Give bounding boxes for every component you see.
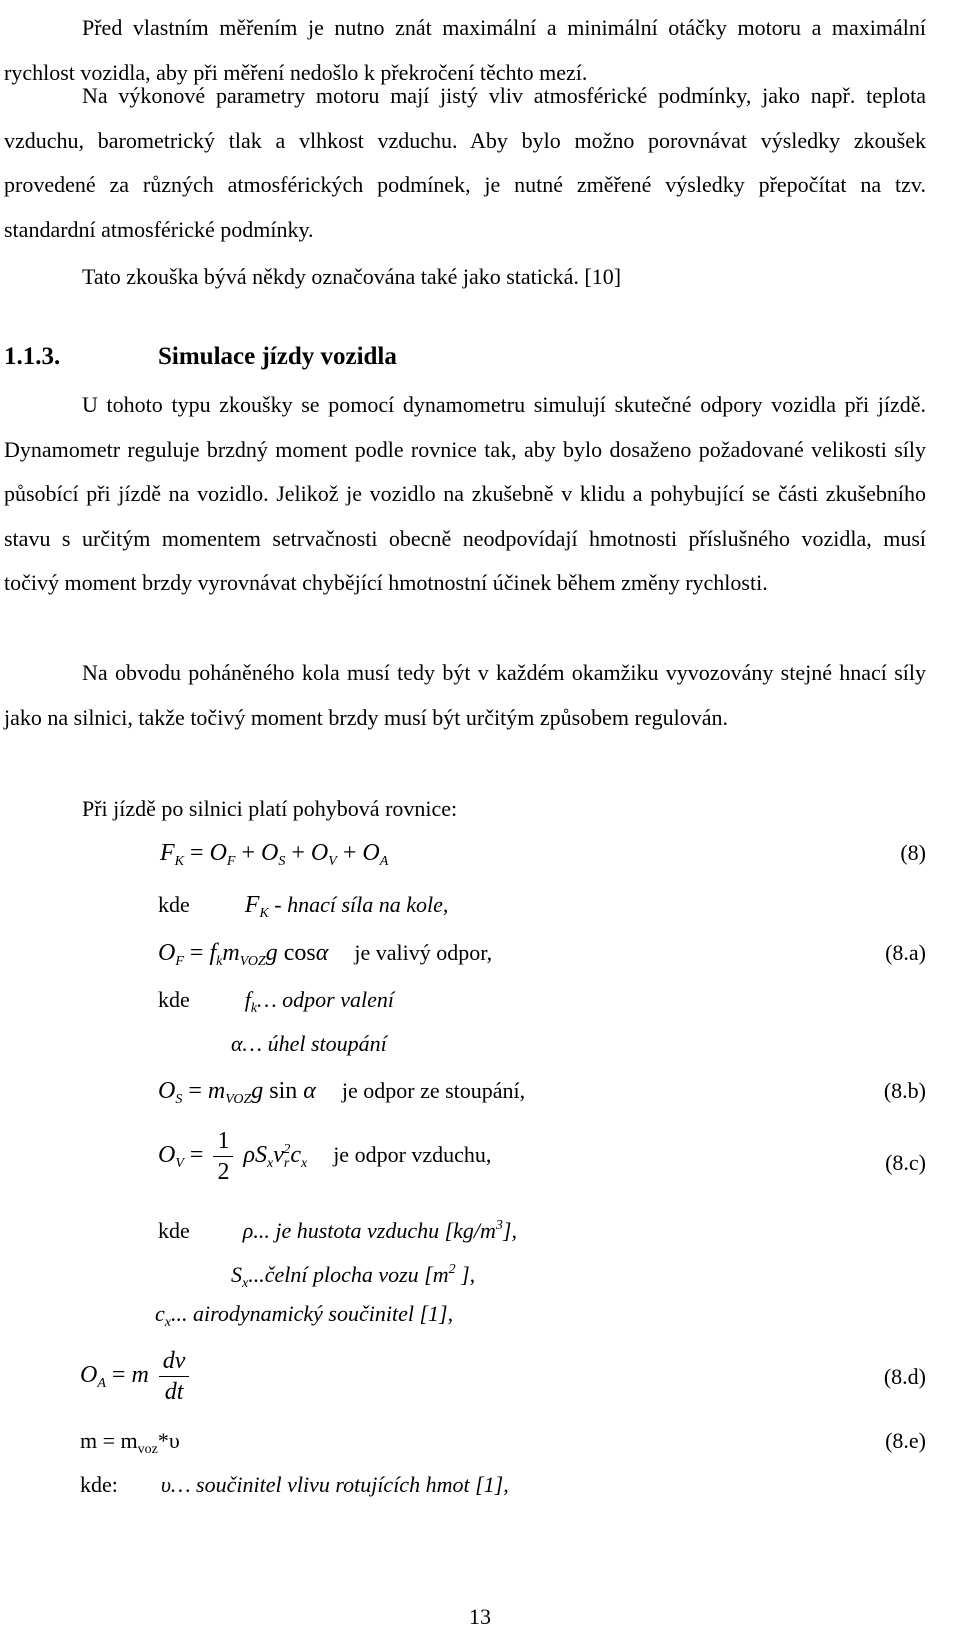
equation-8e-rhs: *υ — [157, 1428, 180, 1453]
alpha-description: α… úhel stoupání — [231, 1031, 387, 1056]
rho-close: ], — [502, 1218, 517, 1243]
sx-description-line: $S_x...čelní$ plocha vozu [$m^2$ ], — [231, 1262, 476, 1291]
rho-description: ρ... je hustota vzduchu [kg/m — [242, 1218, 496, 1243]
kde-label: kde — [158, 892, 190, 917]
sx-close: ], — [461, 1262, 476, 1287]
paragraph-simulation-description: U tohoto typu zkoušky se pomocí dynamometru simulují skutečné odpory vozidla při jízdě. Dynamometr reguluje brzdný moment podle rovnice tak, aby bylo dosaženo požadované velikosti síly působící při jízdě na vozidlo. Jelikož je vozidlo na zkušebně v klidu a pohybující se části zkušebního stavu s určitým momentem setrvačnosti obecně neodpovídají hmotnosti příslušného vozidla, musí točivý moment brzdy vyrovnávat chybějící hmotnostní účinek během změny rychlosti. — [4, 392, 926, 595]
kde-label-2: kde — [158, 987, 190, 1012]
section-number: 1.1.3. — [4, 343, 61, 370]
equation-8a: $O_F = f_km_{VOZ}g$ cosα je valivý odpor, — [158, 940, 493, 969]
fraction-one-half: $\frac{1}{2}$ — [213, 1126, 233, 1187]
where-upsilon — [80, 1470, 509, 1500]
section-heading — [4, 342, 397, 372]
fk-rolling-description: … odpor valení — [257, 987, 394, 1012]
where-fk: kde $F_K$ - hnací síla na kole, — [158, 892, 449, 921]
equation-8b-description: je odpor ze stoupání, — [341, 1078, 526, 1103]
where-rho: kde ρ... je hustota vzduchu $[kg/m^3]$, — [158, 1218, 517, 1243]
paragraph-atmospheric-conditions: Na výkonové parametry motoru mají jistý vliv atmosférické podmínky, jako např. teplota vzduchu, barometrický tlak a vlhkost vzduchu. Aby bylo možno porovnávat výsledky zkoušek provedené za různých atmosférických podmínek, je nutné změřené výsledky přepočítat na tzv. standardní atmosférické podmínky. — [4, 83, 926, 242]
paragraph-static-test: Tato zkouška bývá někdy označována také jako statická. [10] — [82, 264, 622, 289]
equation-8-label: (8) — [900, 840, 926, 865]
equation-8c: $O_V$ = $\frac{1}{2}$ $\rho S_xv_r^2c_x$ je odpor vzduchu, — [158, 1128, 492, 1185]
fk-description: - hnací síla na kole, — [274, 892, 449, 917]
equation-8a-label: (8.a) — [885, 940, 926, 965]
equation-8d: $O_A = m$ $\frac{dv}{dt}$ — [80, 1346, 193, 1407]
fraction-dv-dt: $\frac{dv}{dt}$ — [159, 1346, 190, 1407]
upsilon-description: υ… součinitel vlivu rotujících hmot [1], — [160, 1472, 509, 1497]
cx-description-line: $c_x$... airodynamický součinitel [1], — [155, 1301, 454, 1330]
cx-description: ... airodynamický součinitel [1], — [170, 1301, 454, 1326]
equation-8a-description: je valivý odpor, — [354, 940, 493, 965]
equation-8e-sub: voz — [137, 1442, 158, 1457]
equation-8e-lhs: m = m — [80, 1428, 138, 1453]
equation-8e-label: (8.e) — [885, 1428, 926, 1453]
paragraph-motion-equation-intro: Při jízdě po silnici platí pohybová rovnice: — [82, 796, 458, 821]
sx-description: ...čelní plocha vozu [m — [248, 1262, 449, 1287]
where-fk-rolling: kde $f_k\dots$ odpor valení — [158, 987, 394, 1016]
paragraph-measurement-limits: Před vlastním měřením je nutno znát maximální a minimální otáčky motoru a maximální rychlost vozidla, aby při měření nedošlo k překročení těchto mezí. — [4, 15, 926, 85]
page-number: 13 — [469, 1604, 491, 1629]
equation-8b-label: (8.b) — [883, 1078, 926, 1103]
equation-8e — [80, 1426, 180, 1465]
equation-8c-description: je odpor vzduchu, — [333, 1142, 492, 1168]
equation-8d-label: (8.d) — [883, 1364, 926, 1389]
section-title: Simulace jízdy vozidla — [158, 343, 397, 370]
equation-8c-label: (8.c) — [885, 1150, 926, 1175]
kde-label-4: kde: — [80, 1472, 118, 1497]
equation-8b: $O_S = m_{VOZ}g$ sin α je odpor ze stoupání, — [158, 1078, 526, 1107]
kde-label-3: kde — [158, 1218, 190, 1243]
paragraph-driven-wheel: Na obvodu poháněného kola musí tedy být v každém okamžiku vyvozovány stejné hnací síly jako na silnici, takže točivý moment brzdy musí být určitým způsobem regulován. — [4, 660, 926, 730]
equation-8: $F_K = O_F + O_S + O_V + O_A$ — [160, 840, 389, 869]
